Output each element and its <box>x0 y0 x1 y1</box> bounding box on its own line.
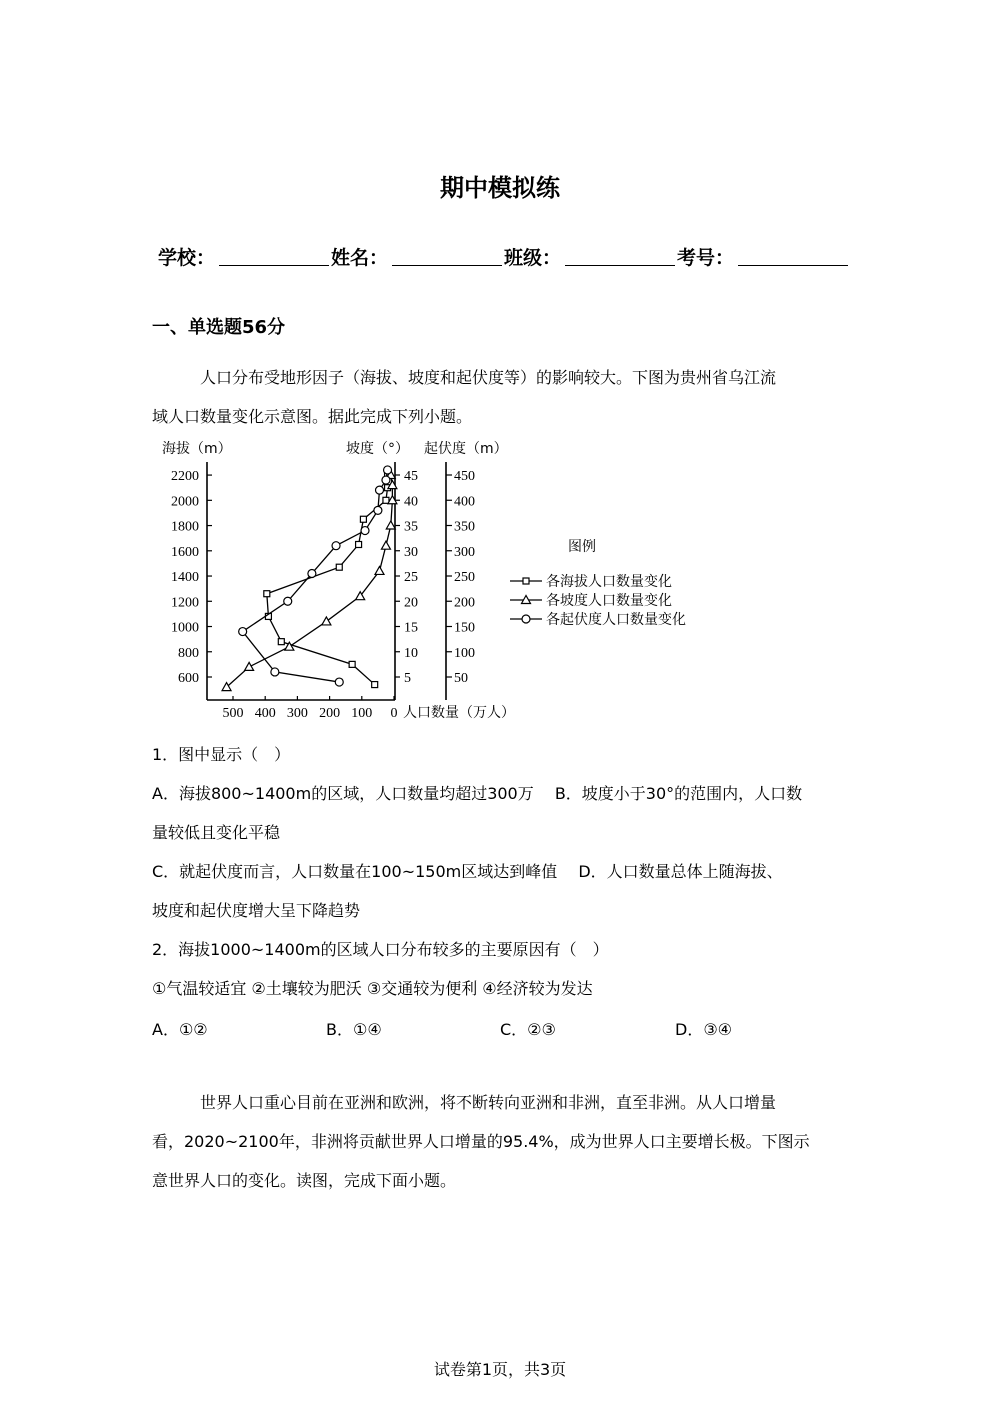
tick-label-slope: 20 <box>404 595 418 611</box>
data-point-square <box>360 516 366 522</box>
q1-option-ab[interactable]: A．海拔800~1400m的区域，人口数量均超过300万 B．坡度小于30°的范围内，人口数 <box>152 784 803 803</box>
data-point-square <box>278 639 284 645</box>
tick-label-slope: 5 <box>404 671 411 686</box>
tick-label-x: 500 <box>222 706 244 721</box>
tick-label-slope: 30 <box>404 544 418 560</box>
tick-label-altitude: 1000 <box>171 620 199 636</box>
passage2-line3: 意世界人口的变化。读图，完成下面小题。 <box>152 1171 457 1190</box>
data-point-square <box>264 591 270 597</box>
tick-label-altitude: 600 <box>178 671 199 686</box>
tick-label-slope: 45 <box>404 469 418 484</box>
passage1-line1: 人口分布受地形因子（海拔、坡度和起伏度等）的影响较大。下图为贵州省乌江流 <box>200 368 777 387</box>
legend-label: 各海拔人口数量变化 <box>546 574 672 590</box>
tick-label-relief: 100 <box>454 645 475 661</box>
exam-no-blank[interactable] <box>738 245 848 266</box>
class-label: 班级： <box>504 247 562 269</box>
tick-label-altitude: 800 <box>178 645 199 661</box>
name-label: 姓名： <box>331 247 389 269</box>
tick-label-x: 100 <box>351 706 373 721</box>
data-point-square <box>372 682 378 688</box>
data-point-circle <box>271 668 279 676</box>
data-point-triangle <box>386 521 395 529</box>
name-blank[interactable] <box>392 245 502 266</box>
legend-label: 各起伏度人口数量变化 <box>546 612 686 628</box>
tick-label-relief: 350 <box>454 519 475 535</box>
data-point-square <box>356 541 362 547</box>
legend-marker-square <box>523 578 529 584</box>
data-point-triangle <box>322 617 331 625</box>
tick-label-relief: 150 <box>454 620 475 636</box>
tick-label-x: 400 <box>254 706 276 721</box>
tick-label-x: 300 <box>286 706 308 721</box>
x-axis-label: 人口数量（万人） <box>403 705 515 721</box>
data-point-circle <box>284 597 292 605</box>
q2-stem: 2．海拔1000~1400m的区域人口分布较多的主要原因有（ ） <box>152 940 609 959</box>
data-point-circle <box>374 506 382 514</box>
student-info-row <box>158 243 858 270</box>
y-axis-relief-label: 起伏度（m） <box>424 441 508 457</box>
data-point-triangle <box>381 541 390 549</box>
data-point-square <box>349 661 355 667</box>
tick-label-altitude: 1400 <box>171 570 199 586</box>
tick-label-relief: 450 <box>454 469 475 484</box>
tick-label-x: 0 <box>390 706 398 721</box>
tick-label-slope: 40 <box>404 494 418 510</box>
tick-label-slope: 15 <box>404 620 418 636</box>
tick-label-altitude: 2000 <box>171 494 199 510</box>
q1-stem: 1．图中显示（ ） <box>152 745 291 764</box>
tick-label-slope: 10 <box>404 645 418 661</box>
data-point-circle <box>376 486 384 494</box>
population-chart <box>150 435 730 725</box>
legend-label: 各坡度人口数量变化 <box>546 593 672 609</box>
q1-option-cd[interactable]: C．就起伏度而言，人口数量在100~150m区域达到峰值 D．人口数量总体上随海拔、 <box>152 862 783 881</box>
page-title: 期中模拟练 <box>440 174 560 202</box>
exam-no-label: 考号： <box>677 247 735 269</box>
tick-label-x: 200 <box>319 706 341 721</box>
data-point-triangle <box>375 566 384 574</box>
data-point-square <box>336 564 342 570</box>
school-blank[interactable] <box>219 245 329 266</box>
q2-option-d[interactable]: D．③④ <box>675 1020 733 1039</box>
tick-label-altitude: 1600 <box>171 544 199 560</box>
data-point-circle <box>239 628 247 636</box>
tick-label-relief: 400 <box>454 494 475 510</box>
data-point-circle <box>361 527 369 535</box>
legend-marker-circle <box>522 615 530 623</box>
y-axis-slope-label: 坡度（°） <box>346 441 409 457</box>
data-point-circle <box>384 466 392 474</box>
data-point-triangle <box>245 662 254 670</box>
class-blank[interactable] <box>565 245 675 266</box>
data-point-circle <box>382 476 390 484</box>
data-point-circle <box>308 569 316 577</box>
q2-items: ①气温较适宜 ②土壤较为肥沃 ③交通较为便利 ④经济较为发达 <box>152 979 593 998</box>
tick-label-slope: 35 <box>404 519 418 535</box>
data-point-circle <box>332 542 340 550</box>
tick-label-relief: 200 <box>454 595 475 611</box>
q2-option-c[interactable]: C．②③ <box>500 1020 556 1039</box>
tick-label-altitude: 1800 <box>171 519 199 535</box>
tick-label-altitude: 2200 <box>171 469 199 485</box>
y-axis-altitude-label: 海拔（m） <box>162 441 232 457</box>
q1-option-b-cont: 量较低且变化平稳 <box>152 823 281 842</box>
q2-option-a[interactable]: A．①② <box>152 1020 208 1039</box>
passage2-line1: 世界人口重心目前在亚洲和欧洲，将不断转向亚洲和非洲，直至非洲。从人口增量 <box>200 1093 777 1112</box>
tick-label-relief: 50 <box>454 671 468 686</box>
series-line-triangle <box>227 475 393 687</box>
legend-title: 图例 <box>568 539 596 555</box>
passage2-line2: 看，2020~2100年，非洲将贡献世界人口增量的95.4%，成为世界人口主要增长极。下图示 <box>152 1132 810 1151</box>
section-heading: 一、单选题56分 <box>152 317 286 338</box>
school-label: 学校： <box>158 247 216 269</box>
page-footer: 试卷第1页，共3页 <box>433 1360 567 1379</box>
tick-label-relief: 300 <box>454 544 475 560</box>
passage1-line2: 域人口数量变化示意图。据此完成下列小题。 <box>152 407 473 426</box>
tick-label-altitude: 1200 <box>171 595 199 611</box>
tick-label-slope: 25 <box>404 570 418 585</box>
tick-label-relief: 250 <box>454 570 475 585</box>
q2-option-b[interactable]: B．①④ <box>326 1020 382 1039</box>
data-point-circle <box>335 678 343 686</box>
q1-option-d-cont: 坡度和起伏度增大呈下降趋势 <box>152 901 361 920</box>
series-line-square <box>267 475 388 684</box>
